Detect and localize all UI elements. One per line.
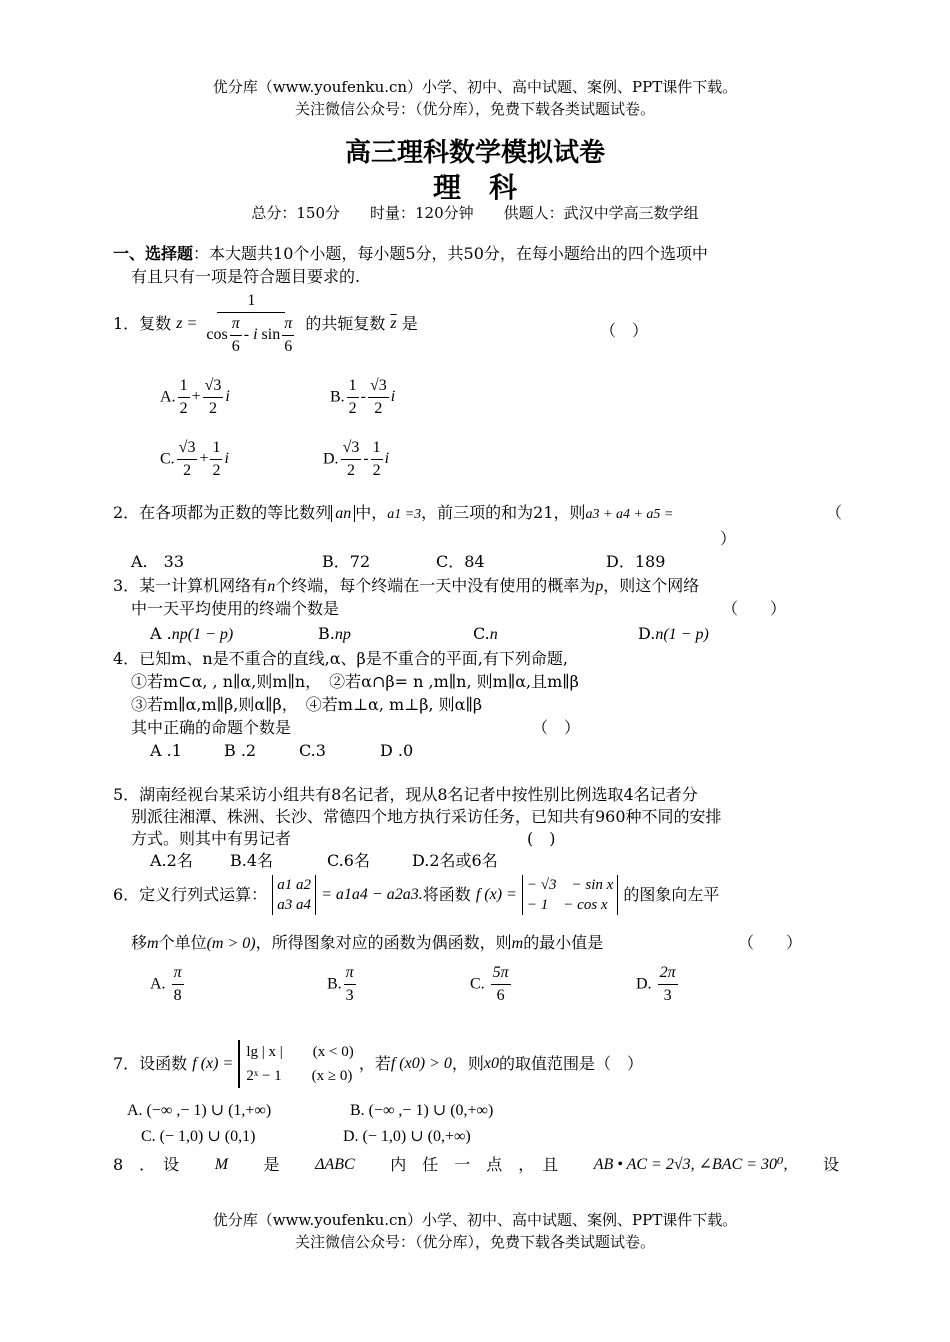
q6-option-a[interactable]: A. $\frac{\pi}{8}$ <box>150 964 182 1004</box>
q1-number: 1．复数 <box>113 314 172 333</box>
header-line-2: 关注微信公众号：（优分库），免费下载各类试题试卷。 <box>294 100 655 118</box>
page-title: 高三理科数学模拟试卷 <box>344 138 605 168</box>
q4-option-b[interactable]: B .2 <box>224 741 257 760</box>
question-7: 7．设函数 f (x) = lg | x | (x < 0) 2ˣ − 1 (x ≥ 0) ，若f (x0) > 0，则x0的取值范围是（ ） <box>113 1040 643 1088</box>
q4-option-d[interactable]: D .0 <box>380 741 414 760</box>
q2-option-a[interactable]: A. 33 <box>131 552 185 571</box>
q7-option-d[interactable]: D. (− 1,0) ∪ (0,+∞) <box>343 1128 471 1145</box>
q2-a1: a1 =3 <box>387 507 422 522</box>
q1-option-b[interactable]: B. $\frac{1}{2}$ - $\frac{√3}{2}$ i <box>330 377 396 417</box>
q5-option-b[interactable]: B.4名 <box>230 851 274 870</box>
q6-answer-paren: （ ） <box>738 933 803 952</box>
q3-option-d[interactable]: D.n(1 − p) <box>638 624 709 643</box>
question-3-line-1: 3．某一计算机网络有n个终端，每个终端在一天中没有使用的概率为p，则这个网络 <box>113 576 700 595</box>
q6-function-det: − √3 − sin x − 1 − cos x <box>522 875 618 915</box>
question-6-line-2: 移m个单位(m > 0)，所得图象对应的函数为偶函数，则m的最小值是 <box>131 933 604 952</box>
section-1-label: 一、选择题 <box>113 244 194 263</box>
q5-answer-paren: ( ) <box>527 829 556 848</box>
q3-option-c[interactable]: C.n <box>473 624 498 643</box>
exam-meta: 总分：150分 时量：120分钟 供题人：武汉中学高三数学组 <box>251 204 699 222</box>
q4-option-c[interactable]: C.3 <box>299 741 326 760</box>
q1-option-d[interactable]: D. $\frac{√3}{2}$ - $\frac{1}{2}$ i <box>323 439 390 479</box>
header-line-1: 优分库（www.youfenku.cn）小学、初中、高中试题、案例、PPT课件下载。 <box>212 78 738 96</box>
footer-line-2: 关注微信公众号：（优分库），免费下载各类试题试卷。 <box>294 1233 655 1251</box>
question-5-line-3: 方式。则其中有男记者 <box>131 829 292 848</box>
q1-fraction <box>204 290 298 358</box>
question-2: 2．在各项都为正数的等比数列 an 中，a1 =3，前三项的和为21，则a3 + a4 + a5 = <box>113 503 674 522</box>
section-1-heading <box>113 243 708 265</box>
q5-option-c[interactable]: C.6名 <box>327 851 370 870</box>
q1-answer-paren: （ ） <box>600 321 649 340</box>
q2-sequence: an <box>331 505 355 522</box>
q6-det: a1 a2 a3 a4 <box>272 875 316 915</box>
q2-option-b[interactable]: B．72 <box>322 552 371 571</box>
q1-z-eq: z = <box>176 315 198 332</box>
question-3-line-2: 中一天平均使用的终端个数是 <box>131 599 340 618</box>
section-1-desc-2: 有且只有一项是符合题目要求的. <box>131 267 361 286</box>
q3-option-b[interactable]: B.np <box>318 624 351 643</box>
q3-option-a[interactable]: A .np(1 − p) <box>150 624 234 643</box>
q7-option-a[interactable]: A. (−∞ ,− 1) ∪ (1,+∞) <box>127 1102 272 1119</box>
q6-option-d[interactable]: D. $\frac{2\pi}{3}$ <box>636 964 676 1004</box>
question-5-line-2: 别派往湘潭、株洲、长沙、常德四个地方执行采访任务，已知共有960种不同的安排 <box>131 807 722 826</box>
q1-is: 是 <box>401 314 418 333</box>
question-6-line-1: 6．定义行列式运算： a1 a2 a3 a4 = a1a4 − a2a3.将函数 f (x) = − √3 − sin x − 1 − cos x 的图象向左平 <box>113 877 720 913</box>
q1-numerator: 1 <box>217 290 285 313</box>
question-4-line-1: 4．已知m、n是不重合的直线,α、β是不重合的平面,有下列命题, <box>113 649 568 668</box>
q1-option-a[interactable]: A. $\frac{1}{2}$ + $\frac{√3}{2}$ i <box>160 377 230 417</box>
q2-expr: a3 + a4 + a5 = <box>585 507 674 522</box>
q6-option-b[interactable]: B. $\frac{\pi}{3}$ <box>327 964 354 1004</box>
q7-piecewise: lg | x | (x < 0) 2ˣ − 1 (x ≥ 0) <box>238 1040 353 1088</box>
q1-tail: 的共轭复数 <box>305 314 386 333</box>
question-4-line-2: ①若m⊂α, , n∥α,则m∥n， ②若α∩β= n ,m∥n, 则m∥α,且m∥β <box>131 672 579 691</box>
q5-option-a[interactable]: A.2名 <box>150 851 193 870</box>
q1-denominator: cos $\frac{\pi}{6}$ - i sin $\frac{\pi}{6}$ <box>206 315 293 355</box>
q2-paren-close: ） <box>720 529 737 548</box>
q4-option-a[interactable]: A .1 <box>150 741 182 760</box>
section-1-desc-1: ：本大题共10个小题，每小题5分，共50分，在每小题给出的四个选项中 <box>193 244 708 263</box>
page-subtitle: 理 科 <box>432 171 517 204</box>
q7-option-c[interactable]: C. (− 1,0) ∪ (0,1) <box>141 1128 256 1145</box>
q1-zbar: $\overline{z}$ <box>390 315 397 332</box>
question-5-line-1: 5．湖南经视台某采访小组共有8名记者，现从8名记者中按性别比例选取4名记者分 <box>113 785 698 804</box>
q5-option-d[interactable]: D.2名或6名 <box>412 851 498 870</box>
question-1 <box>113 290 418 358</box>
q6-option-c[interactable]: C. $\frac{5\pi}{6}$ <box>470 964 509 1004</box>
q2-option-c[interactable]: C．84 <box>436 552 485 571</box>
q4-answer-paren: （ ） <box>532 718 581 737</box>
footer-line-1: 优分库（www.youfenku.cn）小学、初中、高中试题、案例、PPT课件下载。 <box>212 1211 738 1229</box>
q3-answer-paren: （ ） <box>722 599 787 618</box>
question-8: 8 ． 设 M 是 ΔABC 内 任 一 点 ， 且 AB • AC = 2√3, ∠BAC = 30⁰, 设 <box>113 1155 839 1174</box>
q2-paren-open: （ <box>826 503 843 522</box>
q1-option-c[interactable]: C. $\frac{√3}{2}$ + $\frac{1}{2}$ i <box>160 439 229 479</box>
q2-option-d[interactable]: D．189 <box>606 552 666 571</box>
question-4-line-4: 其中正确的命题个数是 <box>131 718 292 737</box>
question-4-line-3: ③若m∥α,m∥β,则α∥β， ④若m⊥α, m⊥β, 则α∥β <box>131 695 483 714</box>
q7-option-b[interactable]: B. (−∞ ,− 1) ∪ (0,+∞) <box>350 1102 494 1119</box>
